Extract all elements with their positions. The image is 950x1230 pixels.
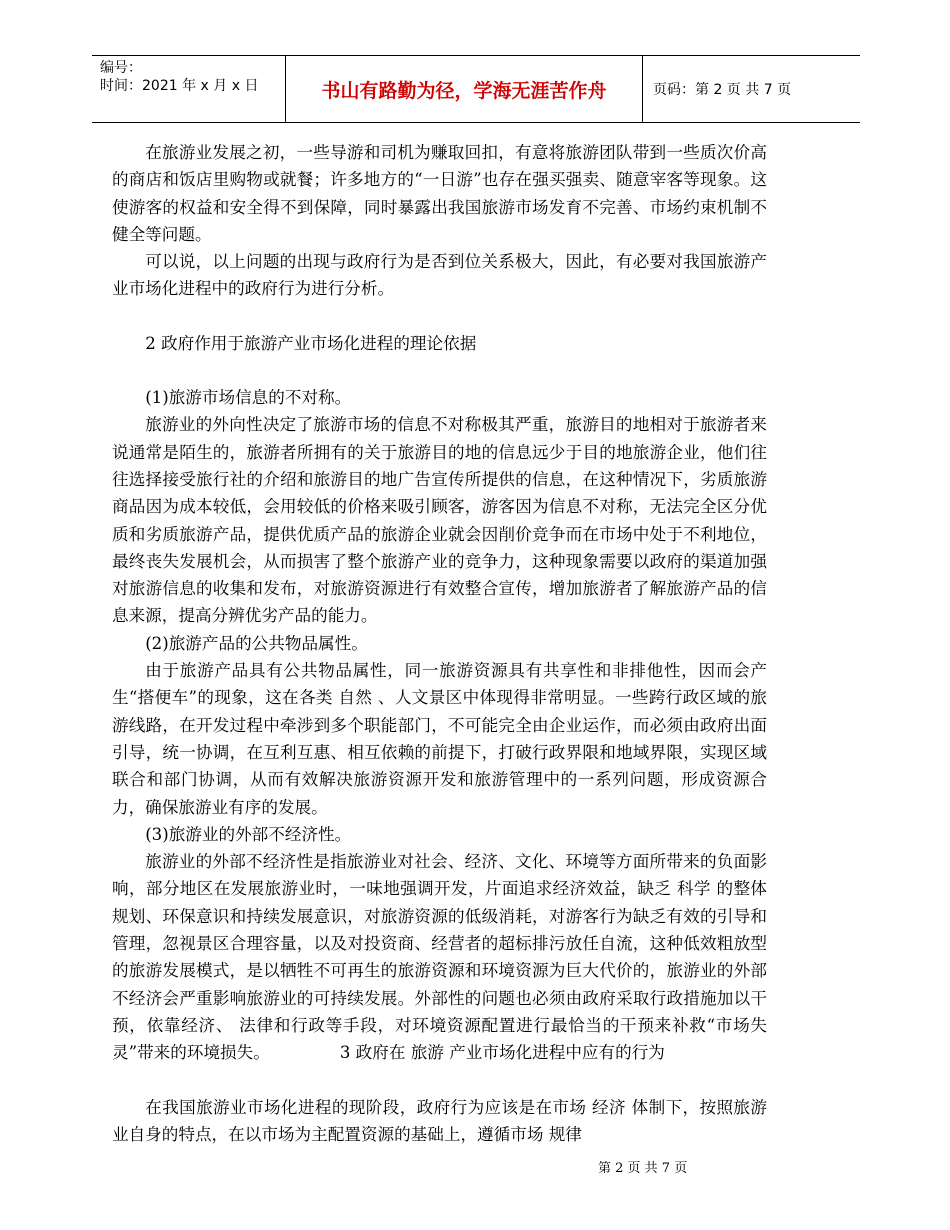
page-footer: 第 2 页 共 7 页 [598, 1161, 688, 1176]
section-heading-inline: 3 政府在 旅游 产业市场化进程中应有的行为 [339, 1043, 665, 1063]
paragraph [112, 848, 767, 1066]
header-page-label: 页码：第 2 页 共 7 页 [653, 82, 792, 98]
subsection-title: (3)旅游业的外部不经济性。 [145, 824, 352, 844]
paragraph: 在旅游业发展之初，一些导游和司机为赚取回扣，有意将旅游团队带到一些质次价高的商店和饭店里购物或就餐；许多地方的“一日游”也存在强买强卖、随意宰客等现象。这使游客的权益和安全得不到保障，同时暴露出我国旅游市场发育不完善、市场约束机制不健全等问题。 [112, 143, 767, 244]
header-motto: 书山有路勤为径，学海无涯苦作舟 [286, 56, 643, 122]
page-header [92, 55, 860, 123]
subsection-title: (2)旅游产品的公共物品属性。 [145, 633, 368, 653]
paragraph: 在我国旅游业市场化进程的现阶段，政府行为应该是在市场 经济 体制下，按照旅游业自身的特点，在以市场为主配置资源的基础上，遵循市场 规律 [112, 1097, 767, 1144]
time-label: 时间：2021 年 x 月 x 日 [100, 78, 259, 94]
paragraph-text: 旅游业的外部不经济性是指旅游业对社会、经济、文化、环境等方面所带来的负面影响，部分地区在发展旅游业时，一味地强调开发，片面追求经济效益，缺乏 科学 的整体规划、环保意识和持续发展意识，对旅游资源的低级消耗，对游客行为缺乏有效的引导和管理，忽视景区合理容量，以及对投资商、经营者的超标排污放任自流，这种低效粗放型的旅游发展模式，是以牺牲不可再生的旅游资源和环境资源为巨大代价的，旅游业的外部不经济会严重影响旅游业的可持续发展。外部性的问题也必须由政府采取行政措施加以干预，依靠经济、 法律和行政等手段，对环境资源配置进行最恰当的干预来补救“市场失灵”带来的环境损失。 [112, 852, 767, 1063]
subsection-title: (1)旅游市场信息的不对称。 [145, 388, 352, 408]
document-body [112, 139, 767, 1148]
serial-label: 编号： [100, 60, 142, 76]
paragraph: 由于旅游产品具有公共物品属性，同一旅游资源具有共享性和非排他性，因而会产生“搭便车”的现象，这在各类 自然 、人文景区中体现得非常明显。一些跨行政区域的旅游线路，在开发过程中牵涉到多个职能部门，不可能完全由企业运作，而必须由政府出面引导，统一协调，在互利互惠、相互依赖的前提下，打破行政界限和地域界限，实现区域联合和部门协调，从而有效解决旅游资源开发和旅游管理中的一系列问题，形成资源合力，确保旅游业有序的发展。 [112, 661, 767, 817]
paragraph: 可以说，以上问题的出现与政府行为是否到位关系极大，因此，有必要对我国旅游产业市场化进程中的政府行为进行分析。 [112, 252, 767, 299]
paragraph: 旅游业的外向性决定了旅游市场的信息不对称极其严重，旅游目的地相对于旅游者来说通常是陌生的，旅游者所拥有的关于旅游目的地的信息远少于目的地旅游企业，他们往往选择接受旅行社的介绍和旅游目的地广告宣传所提供的信息，在这种情况下，劣质旅游商品因为成本较低，会用较低的价格来吸引顾客，游客因为信息不对称，无法完全区分优质和劣质旅游产品，提供优质产品的旅游企业就会因削价竞争而在市场中处于不利地位，最终丧失发展机会，从而损害了整个旅游产业的竞争力，这种现象需要以政府的渠道加强对旅游信息的收集和发布，对旅游资源进行有效整合宣传，增加旅游者了解旅游产品的信息来源，提高分辨优劣产品的能力。 [112, 415, 767, 626]
header-meta-cell [92, 56, 286, 122]
section-heading: 2 政府作用于旅游产业市场化进程的理论依据 [145, 333, 477, 353]
